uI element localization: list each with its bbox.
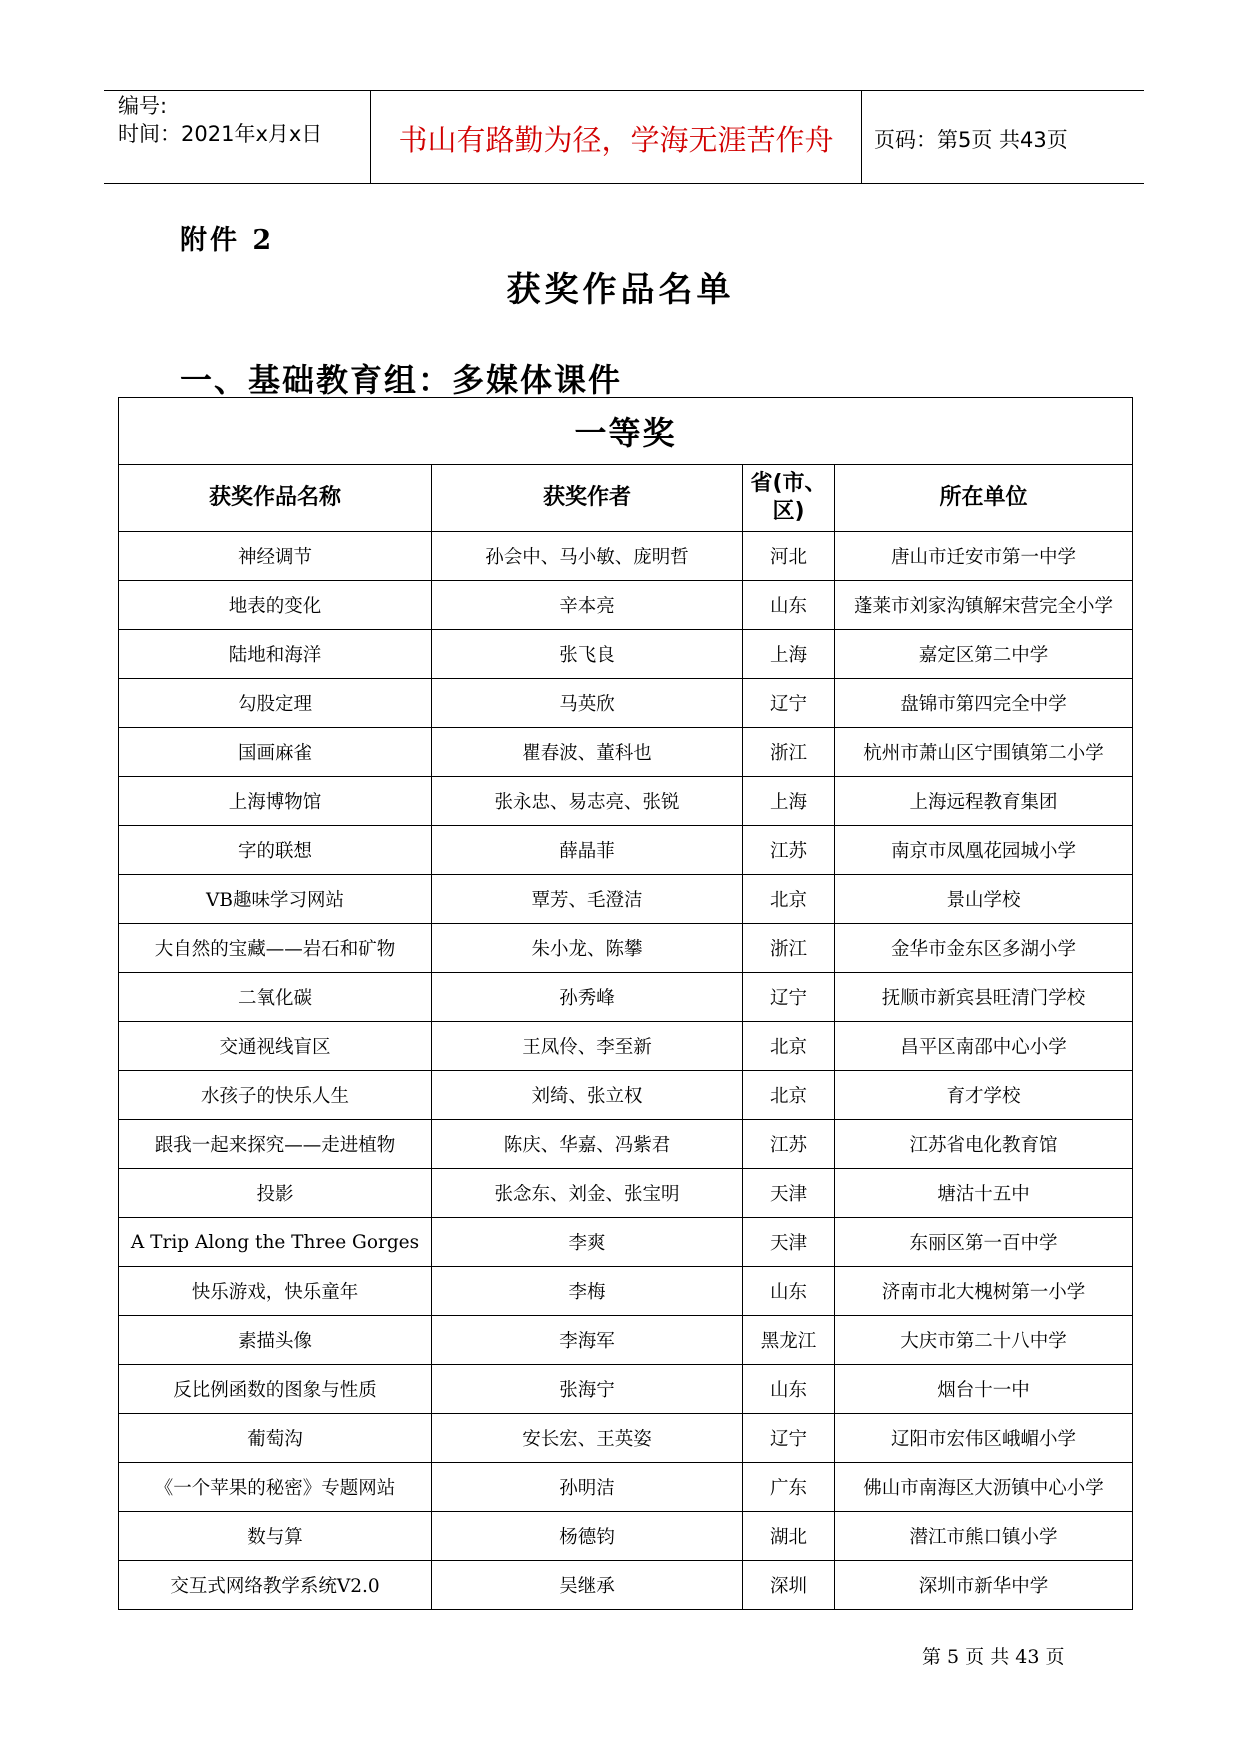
cell-author: 薛晶菲 — [432, 826, 743, 875]
cell-province: 湖北 — [743, 1512, 835, 1561]
cell-work: 数与算 — [119, 1512, 432, 1561]
cell-work: 快乐游戏，快乐童年 — [119, 1267, 432, 1316]
cell-unit: 深圳市新华中学 — [835, 1561, 1133, 1610]
cell-unit: 育才学校 — [835, 1071, 1133, 1120]
cell-author: 刘绮、张立权 — [432, 1071, 743, 1120]
header-divider-left — [370, 90, 371, 183]
cell-author: 安长宏、王英姿 — [432, 1414, 743, 1463]
table-row — [119, 1316, 1133, 1365]
table-row — [119, 581, 1133, 630]
cell-unit: 佛山市南海区大沥镇中心小学 — [835, 1463, 1133, 1512]
column-header-author: 获奖作者 — [432, 465, 743, 532]
cell-author: 覃芳、毛澄洁 — [432, 875, 743, 924]
table-row — [119, 1120, 1133, 1169]
cell-province: 北京 — [743, 1071, 835, 1120]
cell-author: 张永忠、易志亮、张锐 — [432, 777, 743, 826]
table-row — [119, 1365, 1133, 1414]
header-meta — [118, 92, 322, 148]
cell-unit: 蓬莱市刘家沟镇解宋营完全小学 — [835, 581, 1133, 630]
cell-author: 杨德钧 — [432, 1512, 743, 1561]
cell-work: 字的联想 — [119, 826, 432, 875]
cell-work: VB趣味学习网站 — [119, 875, 432, 924]
cell-work: A Trip Along the Three Gorges — [119, 1218, 432, 1267]
cell-unit: 盘锦市第四完全中学 — [835, 679, 1133, 728]
cell-author: 陈庆、华嘉、冯紫君 — [432, 1120, 743, 1169]
cell-province: 江苏 — [743, 1120, 835, 1169]
cell-work: 勾股定理 — [119, 679, 432, 728]
cell-work: 地表的变化 — [119, 581, 432, 630]
cell-author: 孙会中、马小敏、庞明哲 — [432, 532, 743, 581]
cell-province: 上海 — [743, 630, 835, 679]
cell-province: 辽宁 — [743, 679, 835, 728]
cell-province: 山东 — [743, 1267, 835, 1316]
header-divider-right — [861, 90, 862, 183]
cell-work: 反比例函数的图象与性质 — [119, 1365, 432, 1414]
cell-work: 葡萄沟 — [119, 1414, 432, 1463]
cell-unit: 嘉定区第二中学 — [835, 630, 1133, 679]
table-row — [119, 875, 1133, 924]
cell-unit: 塘沽十五中 — [835, 1169, 1133, 1218]
cell-work: 素描头像 — [119, 1316, 432, 1365]
header-page-info: 页码：第5页 共43页 — [874, 128, 1068, 152]
table-row — [119, 532, 1133, 581]
cell-unit: 南京市凤凰花园城小学 — [835, 826, 1133, 875]
header-top-rule — [104, 90, 1144, 91]
cell-work: 神经调节 — [119, 532, 432, 581]
section-heading: 一、基础教育组：多媒体课件 — [180, 361, 623, 399]
footer-page-number: 第 5 页 共 43 页 — [922, 1646, 1065, 1668]
attachment-label: 附件 2 — [180, 225, 275, 256]
cell-work: 《一个苹果的秘密》专题网站 — [119, 1463, 432, 1512]
cell-province: 浙江 — [743, 728, 835, 777]
cell-province: 辽宁 — [743, 973, 835, 1022]
cell-province: 北京 — [743, 875, 835, 924]
cell-author: 张海宁 — [432, 1365, 743, 1414]
cell-province: 天津 — [743, 1169, 835, 1218]
table-row — [119, 630, 1133, 679]
cell-province: 山东 — [743, 581, 835, 630]
table-row — [119, 1267, 1133, 1316]
column-header-unit: 所在单位 — [835, 465, 1133, 532]
table-row — [119, 1561, 1133, 1610]
table-row — [119, 1169, 1133, 1218]
cell-unit: 杭州市萧山区宁围镇第二小学 — [835, 728, 1133, 777]
cell-unit: 抚顺市新宾县旺清门学校 — [835, 973, 1133, 1022]
cell-province: 河北 — [743, 532, 835, 581]
cell-province: 辽宁 — [743, 1414, 835, 1463]
page-title: 获奖作品名单 — [506, 270, 735, 310]
table-row — [119, 728, 1133, 777]
column-header-province: 省(市、区) — [743, 465, 835, 532]
table-row — [119, 1218, 1133, 1267]
cell-work: 国画麻雀 — [119, 728, 432, 777]
table-row — [119, 1071, 1133, 1120]
cell-author: 孙明洁 — [432, 1463, 743, 1512]
table-row — [119, 1414, 1133, 1463]
column-header-work: 获奖作品名称 — [119, 465, 432, 532]
cell-unit: 唐山市迁安市第一中学 — [835, 532, 1133, 581]
cell-work: 水孩子的快乐人生 — [119, 1071, 432, 1120]
cell-work: 陆地和海洋 — [119, 630, 432, 679]
table-row — [119, 973, 1133, 1022]
cell-author: 张念东、刘金、张宝明 — [432, 1169, 743, 1218]
table-row — [119, 777, 1133, 826]
cell-work: 大自然的宝藏——岩石和矿物 — [119, 924, 432, 973]
cell-province: 广东 — [743, 1463, 835, 1512]
cell-author: 李爽 — [432, 1218, 743, 1267]
cell-unit: 大庆市第二十八中学 — [835, 1316, 1133, 1365]
header-bottom-rule — [104, 183, 1144, 184]
cell-province: 山东 — [743, 1365, 835, 1414]
table-row — [119, 1022, 1133, 1071]
cell-province: 北京 — [743, 1022, 835, 1071]
cell-author: 孙秀峰 — [432, 973, 743, 1022]
cell-work: 投影 — [119, 1169, 432, 1218]
cell-province: 天津 — [743, 1218, 835, 1267]
cell-work: 上海博物馆 — [119, 777, 432, 826]
table-row — [119, 679, 1133, 728]
cell-work: 跟我一起来探究——走进植物 — [119, 1120, 432, 1169]
cell-author: 瞿春波、董科也 — [432, 728, 743, 777]
header-motto: 书山有路勤为径，学海无涯苦作舟 — [398, 123, 834, 157]
cell-province: 黑龙江 — [743, 1316, 835, 1365]
cell-author: 李梅 — [432, 1267, 743, 1316]
cell-author: 辛本亮 — [432, 581, 743, 630]
header-time-label: 时间：2021年x月x日 — [118, 122, 323, 146]
cell-unit: 昌平区南邵中心小学 — [835, 1022, 1133, 1071]
cell-unit: 东丽区第一百中学 — [835, 1218, 1133, 1267]
prize-level-heading: 一等奖 — [119, 398, 1133, 465]
cell-work: 二氧化碳 — [119, 973, 432, 1022]
cell-author: 张飞良 — [432, 630, 743, 679]
cell-unit: 烟台十一中 — [835, 1365, 1133, 1414]
cell-author: 马英欣 — [432, 679, 743, 728]
cell-province: 江苏 — [743, 826, 835, 875]
cell-author: 朱小龙、陈攀 — [432, 924, 743, 973]
cell-province: 浙江 — [743, 924, 835, 973]
cell-author: 吴继承 — [432, 1561, 743, 1610]
awards-table — [118, 397, 1133, 1610]
table-row — [119, 826, 1133, 875]
cell-province: 深圳 — [743, 1561, 835, 1610]
cell-unit: 上海远程教育集团 — [835, 777, 1133, 826]
header-number-label: 编号: — [118, 94, 168, 118]
cell-unit: 济南市北大槐树第一小学 — [835, 1267, 1133, 1316]
cell-work: 交互式网络教学系统V2.0 — [119, 1561, 432, 1610]
cell-unit: 辽阳市宏伟区峨嵋小学 — [835, 1414, 1133, 1463]
cell-unit: 景山学校 — [835, 875, 1133, 924]
cell-unit: 潜江市熊口镇小学 — [835, 1512, 1133, 1561]
cell-work: 交通视线盲区 — [119, 1022, 432, 1071]
cell-unit: 金华市金东区多湖小学 — [835, 924, 1133, 973]
table-row — [119, 1512, 1133, 1561]
cell-province: 上海 — [743, 777, 835, 826]
cell-author: 王凤伶、李至新 — [432, 1022, 743, 1071]
table-row — [119, 1463, 1133, 1512]
table-row — [119, 924, 1133, 973]
cell-author: 李海军 — [432, 1316, 743, 1365]
cell-unit: 江苏省电化教育馆 — [835, 1120, 1133, 1169]
